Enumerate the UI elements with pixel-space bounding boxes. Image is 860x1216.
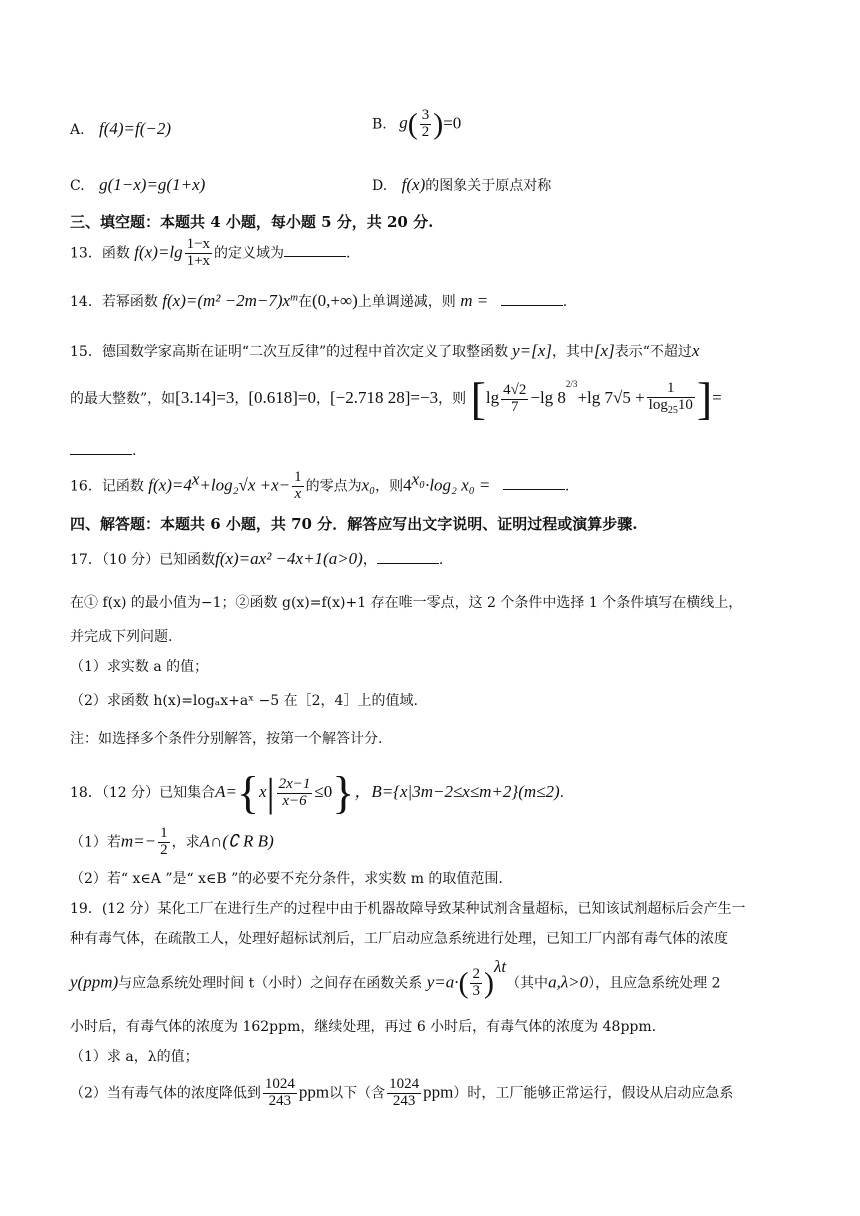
option-c: C. g(1−x)=g(1+x) — [70, 175, 206, 194]
question-17-part-1: （1）求实数 a 的值； — [70, 659, 209, 675]
question-17-note: 注：如选择多个条件分别解答，按第一个解答计分. — [70, 731, 383, 747]
question-13: 13．函数 f(x)=lg $\frac{1-x}{1+x}$ 的定义域为 . — [70, 236, 351, 269]
question-17-conditions: 在① f(x) 的最小值为−1；②函数 g(x)=f(x)+1 存在唯一零点，这 2 个条件中选择 1 个条件填写在横线上， — [70, 595, 743, 611]
question-15-blank: . — [70, 442, 136, 458]
question-18-part-1: （1）若m=− $\frac{1}{2}$ ，求A∩(∁ R B) — [70, 825, 274, 858]
question-16: 16．记函数 $f(x)=4^x+\log_2√x +x-$ $\frac{1}{x}$ 的零点为x₀，则$4^{x_0}\cdot\log_2$ x₀ = . — [70, 469, 570, 502]
section-4-heading: 四、解答题：本题共 6 小题，共 70 分．解答应写出文字说明、证明过程或演算步骤. — [70, 515, 638, 533]
answer-blank-17[interactable] — [377, 551, 439, 564]
answer-blank-15[interactable] — [70, 442, 132, 455]
option-b-fraction: $\frac{3}{2}$ — [421, 107, 430, 140]
section-3-heading: 三、填空题：本题共 4 小题，每小题 5 分，共 20 分. — [70, 213, 434, 231]
answer-blank-14[interactable] — [501, 293, 563, 306]
question-19-line-1: 19．(12 分）某化工厂在进行生产的过程中由于机器故障导致某种试剂含量超标，已知该试剂超标后会产生一 — [70, 901, 746, 917]
question-17: 17．（10 分）已知函数f(x)=ax² −4x+1(a>0)， . — [70, 549, 444, 568]
question-19-line-2: 种有毒气体，在疏散工人，处理好超标试剂后，工厂启动应急系统进行处理，已知工厂内部有毒气体的浓度 — [70, 931, 728, 947]
answer-blank-13[interactable] — [284, 244, 346, 257]
question-15-line-1: 15．德国数学家高斯在证明“二次互反律”的过程中首次定义了取整函数 y=[x]，其中[x]表示“不超过x — [70, 341, 700, 360]
question-14: 14．若幂函数 $f(x)=(m^2 -2m-7)x^m$在(0,+∞)上单调递减，则 m = . — [70, 291, 568, 310]
question-19-line-3: y(ppm)与应急系统处理时间 t（小时）之间存在函数关系 y=a·( $\frac{2}{3}$ )$^{\lambda t}$（其中a,λ>0），且应急系统处理 2 — [70, 956, 721, 1000]
option-b: B. g( $\frac{3}{2}$ )=0 — [372, 107, 462, 141]
question-19-part-2: （2）当有毒气体的浓度降低到 $\frac{1024}{243}$ ppm以下（含 $\frac{1024}{243}$ ppm）时，工厂能够正常运行，假设从启动应急系 — [70, 1076, 734, 1109]
question-17-conditions-cont: 并完成下列问题. — [70, 629, 173, 645]
option-a-expr: f(4)=f(−2) — [99, 119, 172, 138]
question-18-part-2: （2）若“ x∈A ”是“ x∈B ”的必要不充分条件，求实数 m 的取值范围. — [70, 871, 503, 887]
answer-blank-16[interactable] — [503, 477, 565, 490]
question-17-part-2: （2）求函数 h(x)=logₐx+aˣ −5 在［2，4］上的值域. — [70, 693, 418, 709]
option-d: D. f(x)的图象关于原点对称 — [372, 175, 552, 194]
question-15-line-2: 的最大整数”，如[3.14]=3，[0.618]=0，[−2.718 28]=−3，则 [lg $\frac{4√2}{7}$ −lg $8^{2/3}+\lg$ 7√5 + $\frac{1}{\log_{25}10}$ ]= — [70, 373, 722, 424]
question-19-part-1: （1）求 a，λ的值； — [70, 1049, 199, 1065]
option-a: A. f(4)=f(−2) — [70, 119, 172, 138]
question-18: 18．（12 分）已知集合A={x| $\frac{2x-1}{x-6}$ ≤0}，B={x|3m−2≤x≤m+2}(m≤2). — [70, 767, 565, 818]
question-19-line-4: 小时后，有毒气体的浓度为 162ppm，继续处理，再过 6 小时后，有毒气体的浓度为 48ppm. — [70, 1019, 657, 1035]
